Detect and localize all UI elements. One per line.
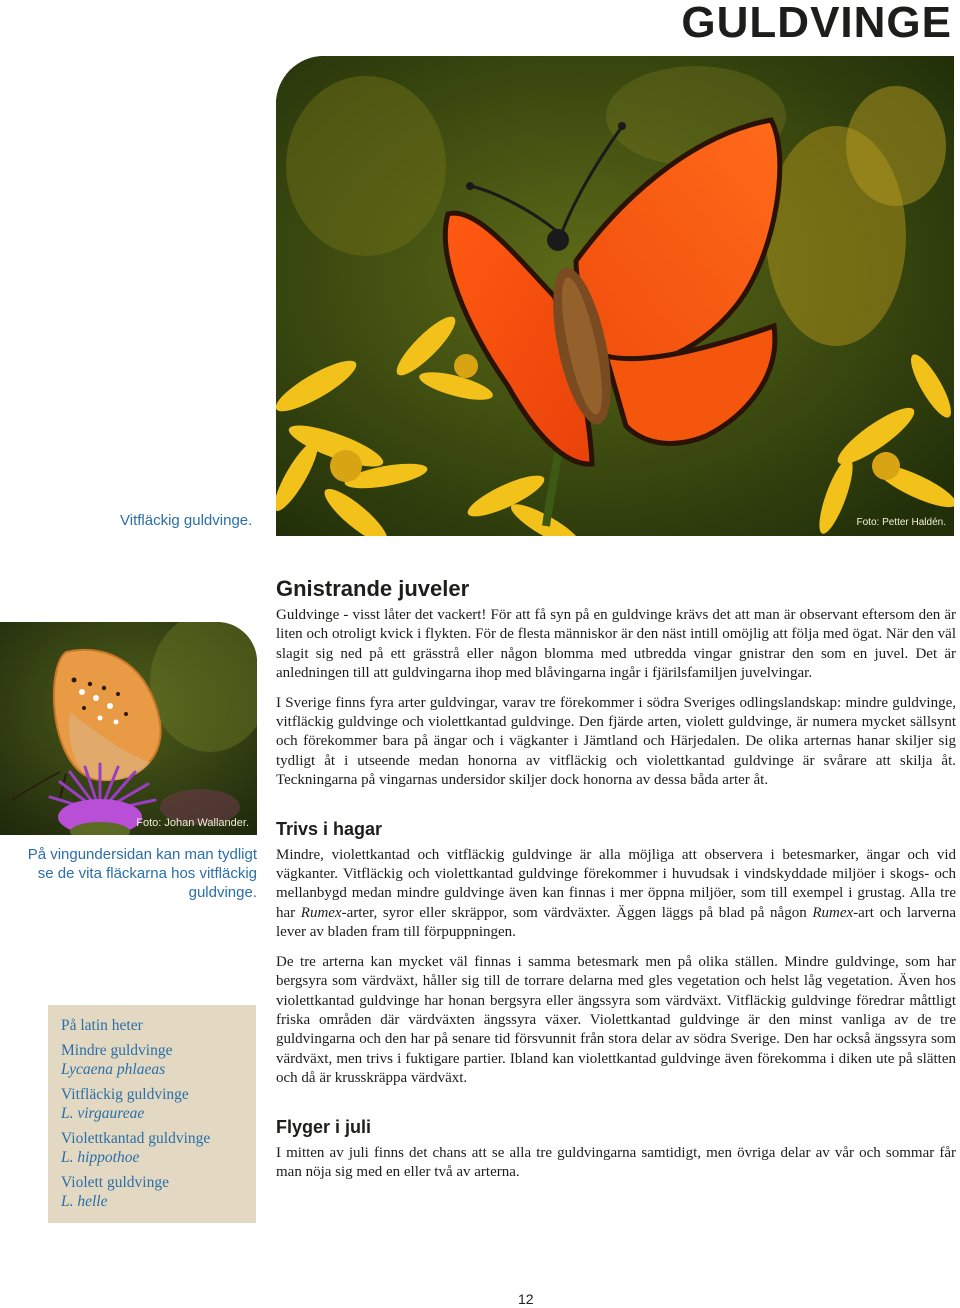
latin-entry <box>61 1129 244 1167</box>
common-name: Violettkantad guldvinge <box>61 1130 211 1147</box>
paragraph <box>276 846 956 943</box>
article-body <box>276 576 956 1192</box>
butterfly-illustration <box>276 56 954 536</box>
section-heading: Flyger i juli <box>276 1116 372 1137</box>
italic-term: Rumex <box>300 904 342 921</box>
small-photo-caption: På vingundersidan kan man tydligt se de vita fläckarna hos vitfläckig guldvinge. <box>27 846 257 901</box>
paragraph: I mitten av juli finns det chans att se alla tre guldvingarna samtidigt, men övriga delar av vår och sommar får man nöja sig med en eller två av arterna. <box>276 1144 956 1180</box>
hero-photo <box>276 56 954 536</box>
latin-names-box <box>48 1005 256 1223</box>
paragraph: Guldvinge - visst låter det vackert! För att få syn på en guldvinge krävs det att man är observant eftersom den är liten och otroligt kvick i flykten. För de flesta människor är den näst intill omöjlig att följa med ögat. När den väl slagit sig ned på ett grässtrå eller någon blomma med utbredda vingar gnistrar den som en juvel. Det är anledningen till att guldvingarna ihop med blåvingarna ingår i fjärilsfamiljen juvelvingar. <box>276 607 956 682</box>
latin-name: Lycaena phlaeas <box>61 1061 166 1078</box>
text-run: -arter, syror eller skräppor, som värdväxter. Äggen läggs på blad på någon <box>341 904 813 921</box>
page-number: 12 <box>518 1291 534 1307</box>
latin-name: L. virgaureae <box>61 1105 145 1122</box>
small-photo <box>0 622 257 835</box>
text-run: Mindre, violettkantad och vitfläckig guldvinge är alla möjliga att observera i betesmarker, ängar och vid vägkanter. Vitfläckig och violettkantad guldvinge förekommer i huvudsak i vindskyddade miljöer i skogs- och mellanbygd medan mindre guldvinge även kan finnas i mer öppna miljöer, som till exempel i grustag. Alla tre har <box>276 846 956 921</box>
common-name: Violett guldvinge <box>61 1174 169 1191</box>
text-run: -art och larverna lever av bladen fram till förpuppningen. <box>276 904 956 941</box>
page-title: GULDVINGE <box>681 0 952 47</box>
latin-entry <box>61 1173 244 1211</box>
latin-box-heading: På latin heter <box>61 1017 143 1034</box>
common-name: Mindre guldvinge <box>61 1042 173 1059</box>
section-heading: Gnistrande juveler <box>276 576 470 601</box>
photo-credit: Foto: Johan Wallander. <box>136 817 249 829</box>
latin-name: L. helle <box>61 1193 108 1210</box>
latin-name: L. hippothoe <box>61 1149 140 1166</box>
latin-entry <box>61 1041 244 1079</box>
hero-caption: Vitfläckig guldvinge. <box>120 512 253 529</box>
italic-term: Rumex <box>812 904 854 921</box>
section-heading: Trivs i hagar <box>276 818 383 839</box>
paragraph: I Sverige finns fyra arter guldvingar, varav tre förekommer i södra Sveriges odlingslandskap: mindre guldvinge, vitfläckig guldvinge och violettkantad guldvinge. Den fjärde arten, violett guldvinge, är numera mycket sällsynt och förekommer bara på ängar och i vägkanter i Jämtland och Härjedalen. De olika arternas hanar skiljer sig tydligt åt i utseende medan honorna av vitfläckig och violettkantad guldvinge är svårare att skilja åt. Teckningarna på vingarnas undersidor skiljer dock honorna av dessa båda arter åt. <box>276 694 956 789</box>
paragraph: De tre arterna kan mycket väl finnas i samma betesmark men på olika ställen. Mindre guldvinge, som har bergsyra som värdväxt, håller sig till de torrare delarna med gles vegetation och helst låg vegetation. Även hos violettkantad guldvinge har honan bergsyra eller ängssyra som värdväxt. Vitfläckig guldvinge föredrar måttligt friska områden där värdväxten ängssyra växer. Violettkantad guldvinge är den minst vanliga av de tre guldvingarna och den har på senare tid försvunnit från stora delar av södra Sverige. Den har också ängssyra som värdväxt, men trivs i fuktigare partier. Ibland kan violettkantad guldvinge även förekomma i diken ute på slätten och då är krusskräppa värdväxt. <box>276 953 956 1087</box>
butterfly-underside-illustration <box>0 622 257 835</box>
latin-entry <box>61 1085 244 1123</box>
common-name: Vitfläckig guldvinge <box>61 1086 189 1103</box>
photo-credit: Foto: Petter Haldén. <box>856 517 946 528</box>
